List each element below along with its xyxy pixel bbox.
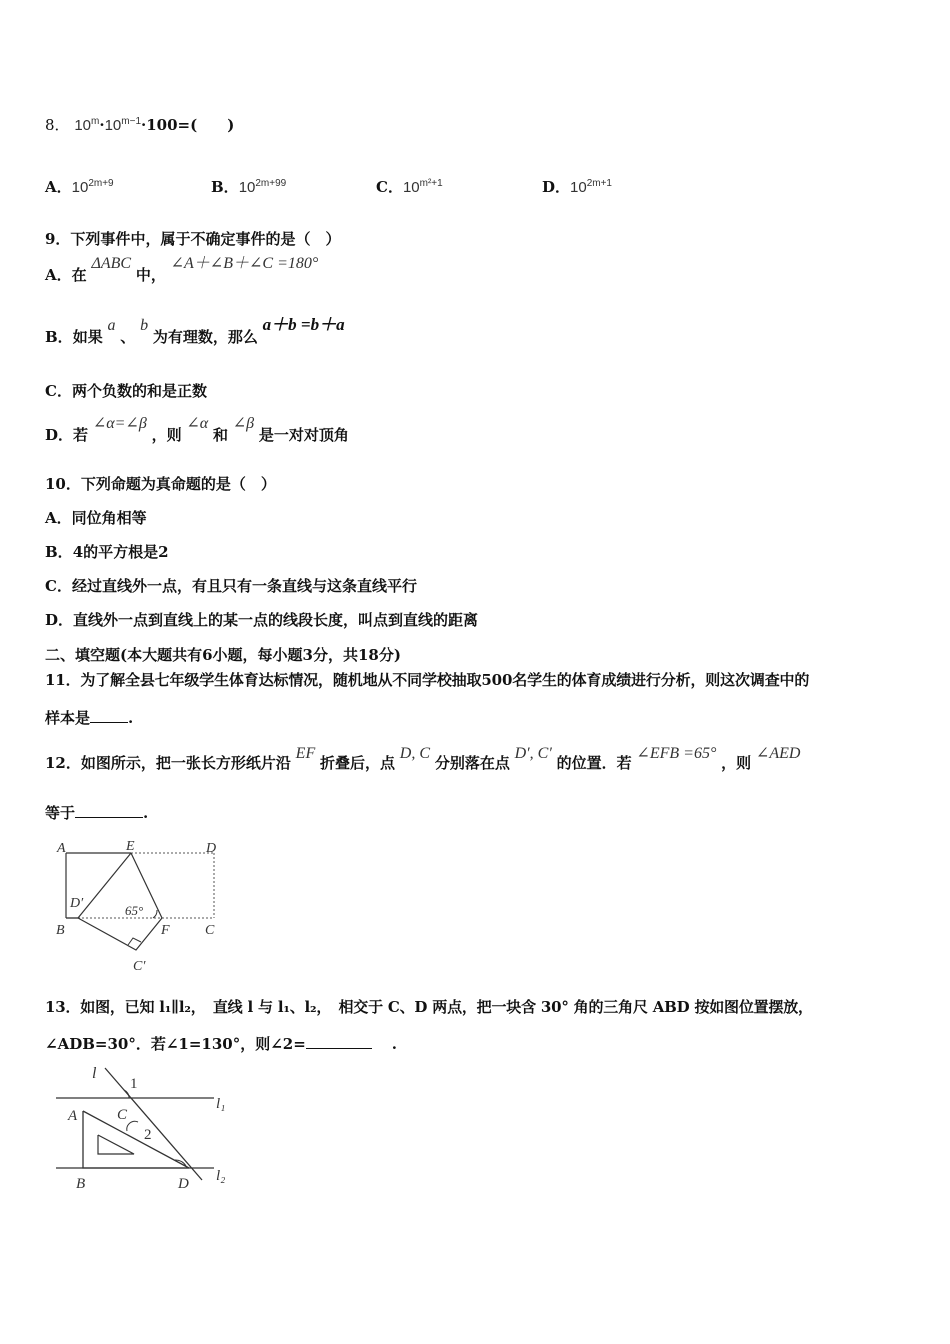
answer-blank[interactable] [75, 803, 143, 818]
q8-stem: 8． $10^m\cdot 10^{m-1}\cdot 100=$( ) [45, 116, 235, 134]
label-b: B [56, 923, 65, 938]
answer-blank[interactable] [306, 1034, 372, 1049]
label-l2: l₂ [216, 1168, 226, 1184]
label-angle-1: 1 [130, 1076, 138, 1092]
q8-option-d: D．$10^{2m+1}$ [542, 178, 612, 196]
label-a: A [57, 841, 66, 856]
q8-option-b: B．$10^{2m+99}$ [211, 178, 287, 196]
label-b: B [76, 1176, 86, 1192]
q9-option-c: C．两个负数的和是正数 [45, 382, 207, 400]
q9-option-a: A．在 ΔABC 中， ∠A＋∠B＋∠C =180° [45, 255, 319, 284]
label-c-prime: C′ [133, 959, 146, 974]
section-heading: 二、填空题(本大题共有6小题，每小题3分，共18分) [45, 646, 401, 664]
label-c: C [205, 923, 215, 938]
q9-option-d: D．若 ∠α=∠β ，则 ∠α 和 ∠β 是一对对顶角 [45, 415, 349, 444]
label-d: D [178, 1176, 189, 1192]
q9-option-b: B．如果 a 、 b 为有理数，那么 a＋b =b＋a [45, 315, 345, 346]
label-angle-2: 2 [144, 1127, 152, 1143]
q10-option-c: C．经过直线外一点，有且只有一条直线与这条直线平行 [45, 577, 417, 595]
q10-option-a: A．同位角相等 [45, 509, 147, 527]
label-c: C [117, 1107, 128, 1123]
q9-stem: 9．下列事件中，属于不确定事件的是（ ） [45, 230, 341, 248]
q13-parallel-lines-figure [50, 1062, 240, 1198]
q10-option-d: D．直线外一点到直线上的某一点的线段长度，叫点到直线的距离 [45, 611, 479, 629]
label-d: D [206, 841, 217, 856]
label-l1: l₁ [216, 1096, 226, 1112]
q12-folding-figure [45, 832, 235, 980]
label-a: A [68, 1108, 78, 1124]
label-e: E [126, 839, 135, 854]
q8-term-2: $10^{m-1}$ [104, 116, 142, 134]
q10-stem: 10．下列命题为真命题的是（ ） [45, 475, 276, 493]
q8-term-1: 10$^m$ [74, 116, 100, 134]
label-angle-65: 65° [125, 903, 144, 918]
answer-blank[interactable] [90, 708, 128, 723]
label-d-prime: D′ [70, 896, 84, 911]
q8-option-a: A．$10^{2m+9}$ [45, 178, 114, 196]
label-f: F [161, 923, 170, 938]
q13-line-2: ∠ADB=30°．若∠1=130°，则∠2= . [45, 1035, 398, 1053]
q11-line-2: 样本是 . [45, 709, 134, 727]
q8-option-c: C．$10^{m^2+1}$ [376, 178, 443, 196]
q11-line-1: 11．为了解全县七年级学生体育达标情况，随机地从不同学校抽取500名学生的体育成绩进行分析，则这次调查中的 [45, 671, 810, 689]
q12-line-2: 等于 . [45, 804, 149, 822]
q10-option-b: B．4的平方根是2 [45, 543, 169, 561]
q12-line-1: 12．如图所示，把一张长方形纸片沿 EF 折叠后，点 D, C 分别落在点 D′, C′ 的位置．若 ∠EFB =65° ，则 ∠AED [45, 745, 801, 772]
label-l: l [92, 1065, 97, 1082]
q13-line-1: 13．如图，已知 l₁∥l₂， 直线 l 与 l₁、l₂， 相交于 C、D 两点，把一块含 30° 角的三角尺 ABD 按如图位置摆放， [45, 998, 813, 1016]
